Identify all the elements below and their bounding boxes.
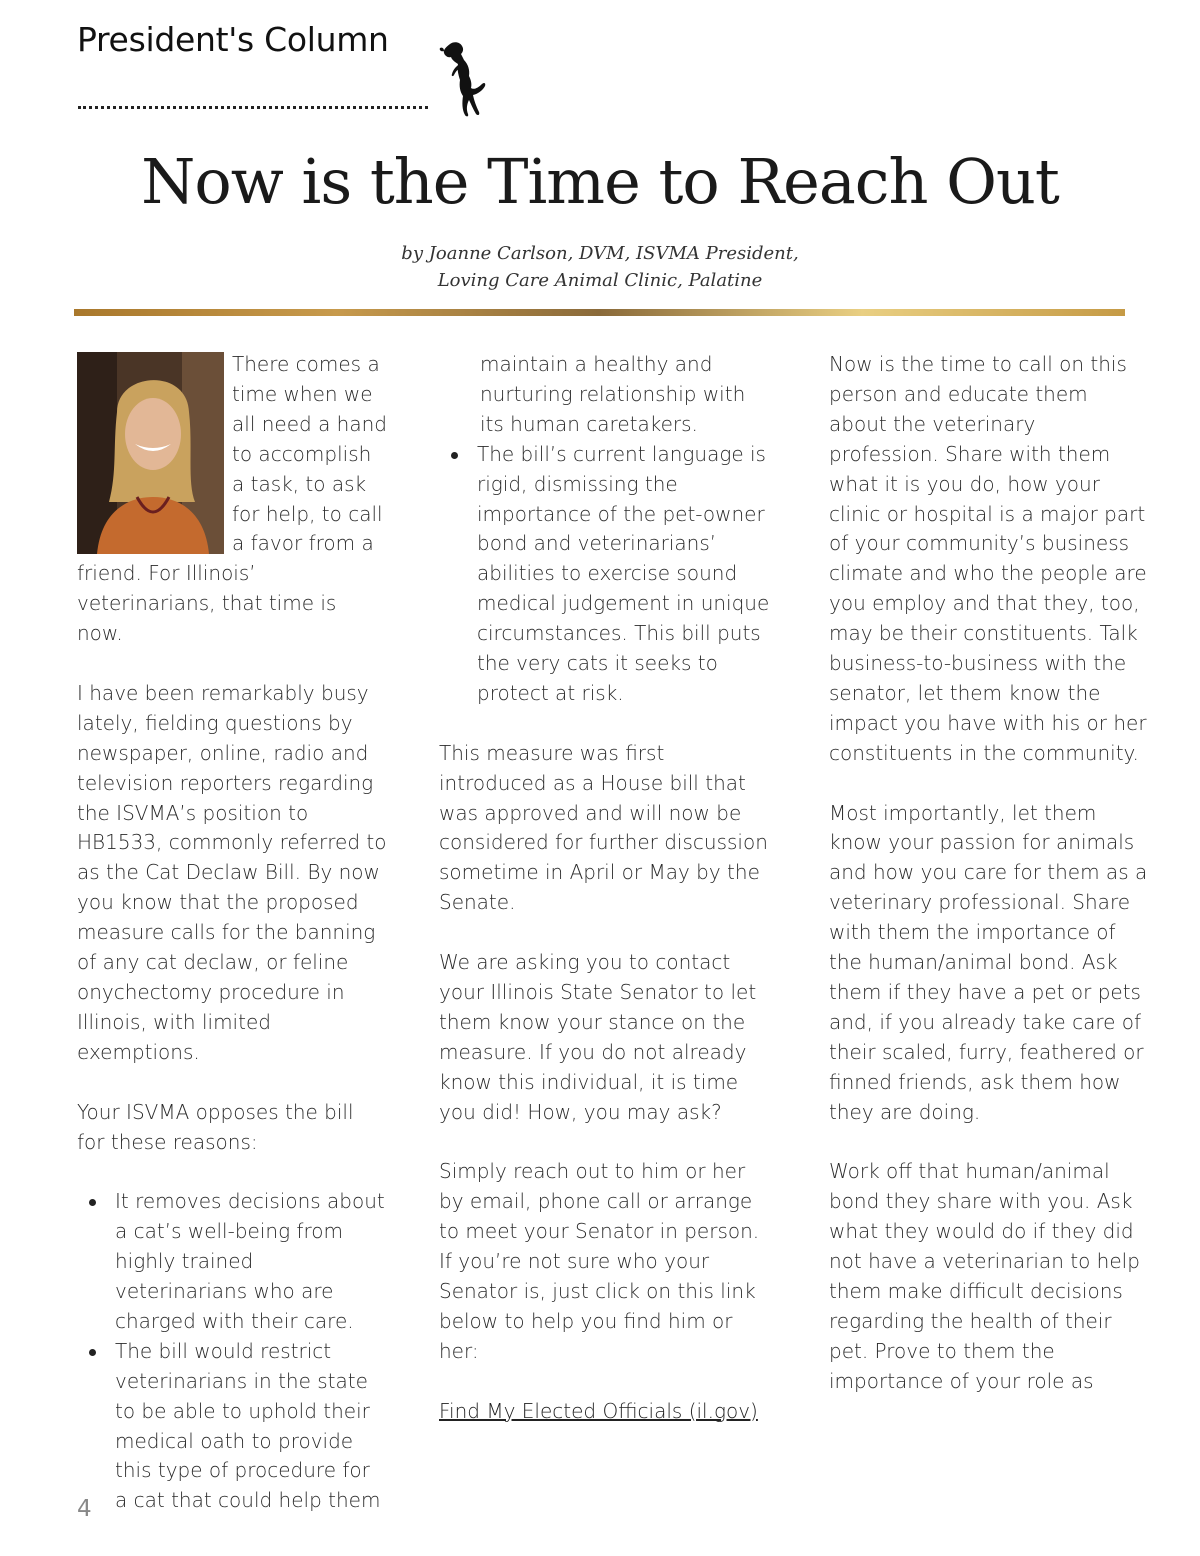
paragraph: Your ISVMA opposes the bill for these reasons:	[77, 1099, 354, 1154]
list-item: The bill would restrict veterinarians in the state to be able to uphold their medical oath to provide this type of procedure for a cat that could help them	[77, 1337, 387, 1516]
paragraph: We are asking you to contact your Illinois State Senator to let them know your stance on the measure. If you do not already know this individual, it is time you did! How, you may ask?	[439, 950, 757, 1124]
paragraph: I have been remarkably busy lately, fielding questions by newspaper, online, radio and television reporters regarding the ISVMA’s position to HB1533, commonly referred to as the Cat Declaw Bill. By now you know that the proposed measure calls for the banning of any cat declaw, or feline onychectomy procedure in Illinois, with limited exemptions.	[77, 680, 387, 1064]
byline-affiliation: Loving Care Animal Clinic, Palatine	[437, 270, 763, 291]
dog-silhouette-icon	[438, 40, 490, 118]
elected-officials-link[interactable]: Find My Elected Officials (il.gov)	[439, 1398, 758, 1423]
reasons-list	[77, 1187, 387, 1516]
gold-divider	[74, 309, 1125, 316]
paragraph: Now is the time to call on this person and educate them about the veterinary profession. Share with them what it is you do, how your clinic or hospital is a major part of your community’s business climate and who the people are you employ and that they, too, may be their constituents. Talk business-to-business with the senator, let them know the impact you have with his or her constituents in the community.	[829, 352, 1147, 765]
list-item: It removes decisions about a cat’s well-being from highly trained veterinarians who are charged with their care.	[77, 1187, 387, 1337]
reasons-list-continued	[439, 440, 774, 709]
list-item-continued: maintain a healthy and nurturing relationship with its human caretakers.	[480, 352, 746, 436]
byline-author: by Joanne Carlson, DVM, ISVMA President,	[401, 243, 799, 264]
column-3	[829, 350, 1149, 1397]
paragraph: Simply reach out to him or her by email, phone call or arrange to meet your Senator in person. If you’re not sure who your Senator is, just click on this link below to help you find him or her:	[439, 1159, 760, 1363]
headline: Now is the Time to Reach Out	[141, 145, 1059, 218]
paragraph: Work off that human/animal bond they share with you. Ask what they would do if they did not have a veterinarian to help them make difficult decisions regarding the health of their pet. Prove to them the importance of your role as	[829, 1159, 1140, 1393]
list-item: The bill’s current language is rigid, dismissing the importance of the pet-owner bond and veterinarians’ abilities to exercise sound medical judgement in unique circumstances. This bill puts the very cats it seeks to protect at risk.	[439, 440, 774, 709]
column-2	[439, 350, 774, 1427]
author-photo	[77, 352, 224, 554]
section-label: President's Column	[77, 20, 389, 59]
page-number: 4	[77, 1496, 92, 1522]
byline	[0, 240, 1200, 294]
paragraph: Most importantly, let them know your passion for animals and how you care for them as a veterinary professional. Share with them the importance of the human/animal bond. Ask them if they have a pet or pets and, if you already take care of their scaled, furry, feathered or finned friends, ask them how they are doing.	[829, 800, 1148, 1124]
intro-paragraph: There comes a time when we all need a hand to accomplish a task, to ask for help, to call a favor from a friend. For Illinois’ veterinarians, that time is now.	[77, 352, 387, 646]
dotted-divider	[78, 106, 428, 109]
paragraph: This measure was first introduced as a House bill that was approved and will now be considered for further discussion sometime in April or May by the Senate.	[439, 740, 768, 915]
column-1	[77, 350, 387, 1516]
